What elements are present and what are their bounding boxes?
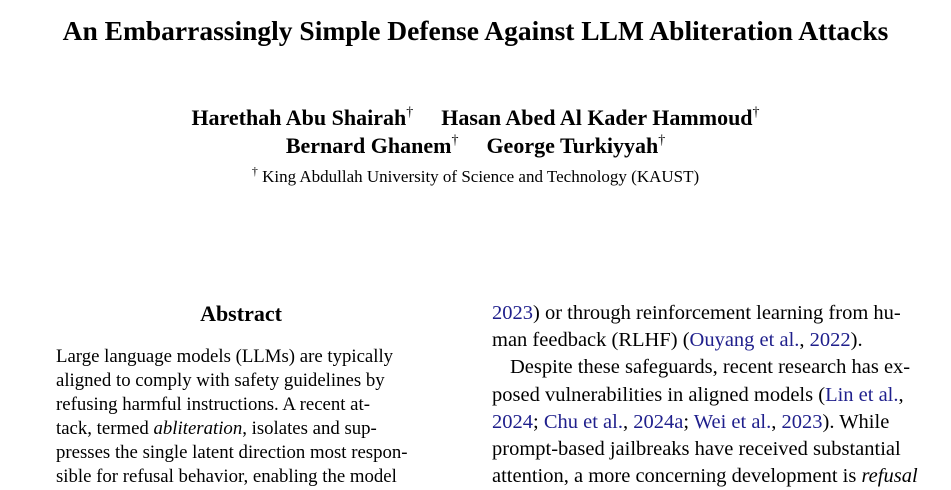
citation-link[interactable]: 2024a [633, 410, 684, 433]
body-text: prompt-based jailbreaks have received substantial [492, 437, 901, 460]
author-affil-mark: † [406, 105, 414, 120]
author-row-1 [0, 104, 951, 132]
abstract-text: , isolates and sup- [242, 418, 377, 440]
affiliation-text: King Abdullah University of Science and Technology (KAUST) [262, 167, 700, 186]
citation-link[interactable]: 2022 [809, 329, 851, 352]
paper-title: An Embarrassingly Simple Defense Against LLM Abliteration Attacks [62, 15, 889, 46]
abstract-text: tack, termed [56, 418, 154, 440]
author-affil-mark: † [752, 105, 760, 120]
abstract-body [56, 345, 426, 490]
author-name: Harethah Abu Shairah [191, 105, 407, 130]
abstract-line: presses the single latent direction most respon- [56, 442, 408, 464]
citation-link[interactable]: Lin et al. [825, 383, 899, 406]
body-term-refusal: refusal [861, 465, 918, 488]
citation-link[interactable]: 2024 [492, 410, 533, 433]
citation-link[interactable]: Ouyang et al. [689, 329, 800, 352]
body-line [492, 409, 932, 436]
body-text: , [898, 383, 904, 406]
abstract-term-abliteration: abliteration [153, 418, 243, 440]
body-text: , [622, 410, 634, 433]
author-name: Bernard Ghanem [285, 133, 452, 158]
author-row-2 [0, 132, 951, 160]
body-text: man feedback (RLHF) ( [492, 329, 690, 352]
citation-link[interactable]: Wei et al. [693, 410, 772, 433]
body-text: attention, a more concerning development is [492, 465, 862, 488]
abstract-line: Large language models (LLMs) are typically [56, 346, 394, 367]
body-line [492, 300, 932, 327]
body-text: ; [683, 410, 694, 433]
author-affil-mark: † [658, 133, 666, 148]
affiliation [0, 166, 951, 188]
body-text: ). While [822, 410, 890, 433]
body-line [492, 327, 932, 354]
abstract-line: sible for refusal behavior, enabling the model [56, 466, 397, 488]
body-text: ; [533, 410, 544, 433]
body-line [492, 354, 932, 381]
citation-link[interactable]: 2023 [781, 410, 823, 433]
citation-link[interactable]: Chu et al. [543, 410, 623, 433]
abstract-line [56, 417, 426, 441]
body-text: Despite these safeguards, recent research has ex- [510, 356, 911, 379]
abstract-line: aligned to comply with safety guidelines by [56, 370, 385, 392]
body-text: , [771, 410, 782, 433]
body-column-right [492, 300, 932, 490]
abstract-line: refusing harmful instructions. A recent at- [56, 394, 370, 416]
affiliation-mark: † [251, 164, 258, 178]
body-text: , [799, 329, 810, 352]
author-name: Hasan Abed Al Kader Hammoud [441, 105, 753, 130]
author-affil-mark: † [451, 133, 459, 148]
citation-link[interactable]: 2023 [492, 302, 533, 324]
author-name: George Turkiyyah [486, 133, 659, 158]
body-line [492, 436, 932, 463]
abstract-heading: Abstract [200, 301, 282, 326]
body-text: ). [850, 329, 863, 352]
author-list [0, 104, 951, 160]
body-text: posed vulnerabilities in aligned models ( [492, 383, 826, 406]
body-line [492, 382, 932, 409]
body-text: ) or through reinforcement learning from hu- [533, 302, 901, 324]
